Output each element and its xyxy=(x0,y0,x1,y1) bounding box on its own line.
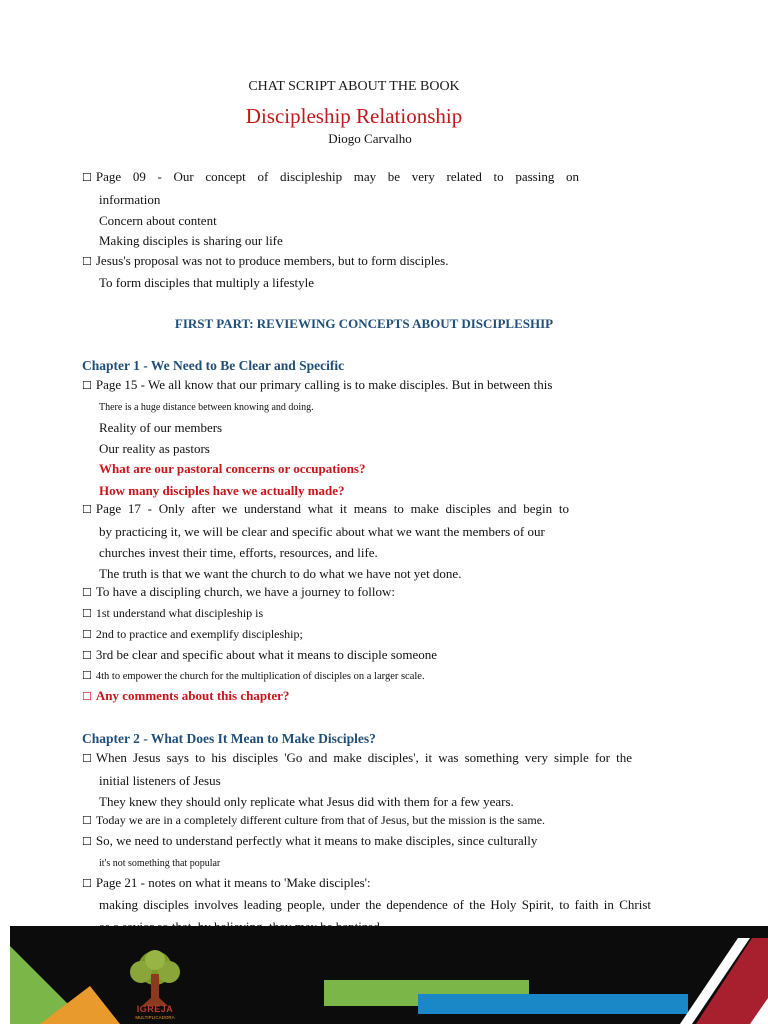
small-note: it's not something that popular xyxy=(99,858,221,869)
bullet-continuation: making disciples involves leading people, under the dependence of the Holy Spirit, to faith in Christ xyxy=(99,897,651,912)
checkbox-bullet-icon: ☐ xyxy=(82,835,92,848)
bullet-continuation: by practicing it, we will be clear and specific about what we want the members of our xyxy=(99,524,545,539)
bullet-item: ☐ Any comments about this chapter? xyxy=(82,688,290,703)
author-name: Diogo Carvalho xyxy=(328,131,412,146)
bullet-continuation: The truth is that we want the church to do what we have not yet done. xyxy=(99,566,462,581)
checkbox-bullet-icon: ☐ xyxy=(82,607,92,620)
bullet-continuation: initial listeners of Jesus xyxy=(99,773,221,788)
checkbox-bullet-icon: ☐ xyxy=(82,255,92,268)
tree-logo-icon xyxy=(124,948,186,1008)
question: What are our pastoral concerns or occupations? xyxy=(99,461,366,476)
checkbox-bullet-icon: ☐ xyxy=(82,503,92,516)
bullet-continuation: They knew they should only replicate what Jesus did with them for a few years. xyxy=(99,794,514,809)
sub-point: To form disciples that multiply a lifestyle xyxy=(99,275,314,290)
bullet-item: ☐ Page 09 - Our concept of discipleship may be very related to passing on xyxy=(82,169,579,184)
blue-stripe xyxy=(418,994,688,1014)
checkbox-bullet-icon: ☐ xyxy=(82,690,92,703)
checkbox-bullet-icon: ☐ xyxy=(82,171,92,184)
chapter-heading: Chapter 2 - What Does It Mean to Make Disciples? xyxy=(82,731,376,746)
bullet-item: ☐ To have a discipling church, we have a journey to follow: xyxy=(82,584,395,599)
checkbox-bullet-icon: ☐ xyxy=(82,379,92,392)
bullet-continuation: information xyxy=(99,192,161,207)
footer-decoration xyxy=(0,926,768,1024)
logo-wordmark: IGREJA xyxy=(136,1004,174,1014)
sub-point: Reality of our members xyxy=(99,420,223,435)
bullet-item: ☐ When Jesus says to his disciples 'Go and make disciples', it was something very simple for the xyxy=(82,750,632,765)
footer-band xyxy=(0,926,768,1024)
question: How many disciples have we actually made? xyxy=(99,483,345,498)
bullet-item: ☐ 2nd to practice and exemplify discipleship; xyxy=(82,627,303,641)
sub-point: Making disciples is sharing our life xyxy=(99,233,283,248)
checkbox-bullet-icon: ☐ xyxy=(82,628,92,641)
checkbox-bullet-icon: ☐ xyxy=(82,586,92,599)
bullet-item: ☐ 1st understand what discipleship is xyxy=(82,606,264,620)
small-note: There is a huge distance between knowing and doing. xyxy=(99,402,314,413)
bullet-item: ☐ So, we need to understand perfectly what it means to make disciples, since culturally xyxy=(82,833,538,848)
bullet-item: ☐ 4th to empower the church for the multiplication of disciples on a larger scale. xyxy=(82,669,425,682)
bullet-continuation: churches invest their time, efforts, resources, and life. xyxy=(99,545,378,560)
sub-point: Concern about content xyxy=(99,213,217,228)
checkbox-bullet-icon: ☐ xyxy=(82,752,92,765)
bullet-item: ☐ 3rd be clear and specific about what it means to disciple someone xyxy=(82,647,438,662)
part-heading: FIRST PART: REVIEWING CONCEPTS ABOUT DISCIPLESHIP xyxy=(174,316,554,331)
bullet-item: ☐ Jesus's proposal was not to produce members, but to form disciples. xyxy=(82,253,449,268)
sub-point: Our reality as pastors xyxy=(99,441,210,456)
supertitle: CHAT SCRIPT ABOUT THE BOOK xyxy=(248,79,460,94)
document-title: Discipleship Relationship xyxy=(245,104,463,128)
checkbox-bullet-icon: ☐ xyxy=(82,814,92,827)
logo-subtext: MULTIPLICADORA xyxy=(135,1015,175,1020)
bullet-item: ☐ Today we are in a completely different culture from that of Jesus, but the mission is the same. xyxy=(82,813,546,827)
checkbox-bullet-icon: ☐ xyxy=(82,877,92,890)
checkbox-bullet-icon: ☐ xyxy=(82,649,92,662)
checkbox-bullet-icon: ☐ xyxy=(82,669,92,682)
chapter-heading: Chapter 1 - We Need to Be Clear and Specific xyxy=(82,358,345,373)
bullet-item: ☐ Page 15 - We all know that our primary calling is to make disciples. But in between this xyxy=(82,377,553,392)
bullet-item: ☐ Page 21 - notes on what it means to 'Make disciples': xyxy=(82,875,371,890)
church-logo xyxy=(124,948,186,1024)
bullet-item: ☐ Page 17 - Only after we understand what it means to make disciples and begin to xyxy=(82,501,569,516)
